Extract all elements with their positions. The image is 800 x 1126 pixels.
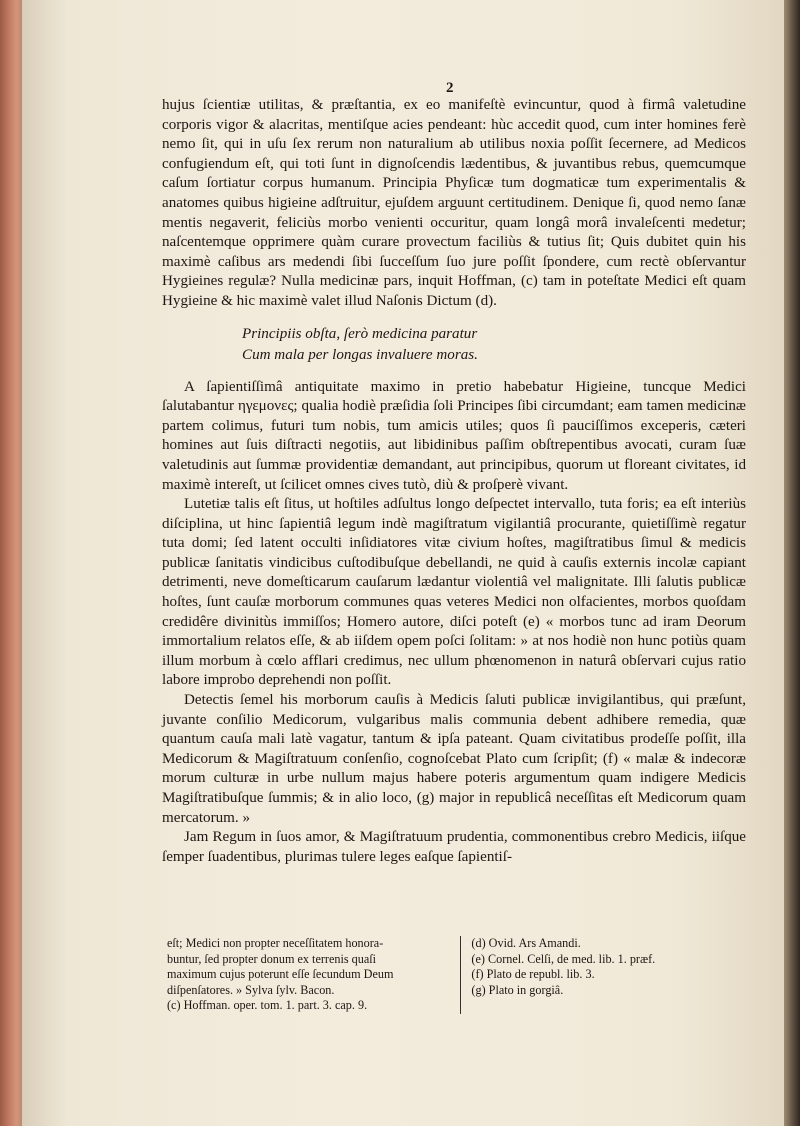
footnote-c: (c) Hoffman. oper. tom. 1. part. 3. cap. 9. — [167, 998, 368, 1013]
footnote-line: eſt; Medici non propter neceſſitatem honora- — [167, 936, 384, 950]
verse-quotation — [162, 324, 746, 366]
paragraph-3: Lutetiæ talis eſt ſitus, ut hoſtiles adſultus longo deſpectet intervallo, tuta foris; ea eſt interiùs diſciplina, ut hinc ſapientiâ legum indè magiſtratum vigilantiâ procurante, quietiſſimè regatur tuta domi; ſed latent occulti inſidiatores vitæ civium hoſtes, magiſtratibus ſimul & medicis publicæ ſanitatis vindicibus cuſtodibuſque debellandi, ne quid à cauſis externis incolæ capiant detrimenti, neve domeſticarum cauſarum lædantur violentiâ vel malignitate. Illi ſalutis publicæ hoſtes, ſunt cauſæ morborum communes quas veteres Medici non olfacientes, morbos quoſdam credidêre divinitùs immiſſos; Homero autore, diſci poteſt (e) « morbos tunc ad iram Deorum immortalium relatos eſſe, & ab iiſdem opem poſci ſolitam: » at nos hodiè non hunc potiùs quam illum morbum à cœlo afflari credimus, nec ullum phœnomenon in naturâ obſervari cujus ratio labore improbo deprehendi non poſſit. — [162, 496, 746, 689]
paragraph-1: hujus ſcientiæ utilitas, & præſtantia, ex eo manifeſtè evincuntur, quod à firmâ valetudine corporis vigor & alacritas, mentiſque acies pendeant: hùc accedit quod, cum inter homines ferè nemo ſit, qui in uſu ſex rerum non naturalium ab utilibus noxia poſſit ſecernere, ad Medicos confugiendum eſt, qui toti ſunt in dignoſcendis lædentibus, & juvantibus rebus, quemcumque caſum ſortiatur corpus humanum. Principia Phyſicæ tum dogmaticæ tum experimentalis & anatomes quibus higieine adſtruitur, ejuſdem arguunt certitudinem. Denique ſi, quod nemo ſanæ mentis negaverit, feliciùs morbo venienti occuritur, quam longâ morâ invaleſcenti medetur; naſcentemque opprimere quàm curare provectum faciliùs & tutius ſit; Quis dubitet quin his maximè caſibus ars medendi ſibi ſucceſſum ſuo jure poſſit ſpondere, cum rectè obſervantur Hygieines regulæ? Nulla medicinæ pars, inquit Hoffman, (c) tam in poteſtate Medici eſt quam Hygieine & hic maximè valet illud Naſonis Dictum (d). — [162, 97, 746, 309]
footnotes-right-column — [461, 936, 747, 1014]
main-text — [162, 96, 746, 867]
verse-line-2: Cum mala per longas invaluere moras. — [242, 346, 478, 363]
footnote-g: (g) Plato in gorgiâ. — [471, 982, 564, 997]
footnotes-left-column — [167, 936, 461, 1014]
paragraph-2: A ſapientiſſimâ antiquitate maximo in pretio habebatur Higieine, tuncque Medici ſalutabantur ηγεμονες; qualia hodiè præſidia ſoli Principes ſibi circumdant; eam tamen medicinæ partem colimus, futuri tum nobis, tum amicis utiles; quos ſi pauciſſimos exceperis, cæteri homines aut ſuis diſtracti negotiis, aut libidinibus paſſim obſtrepentibus avocati, curam ſuæ valetudinis aut ſummæ providentiæ demandant, aut principibus, quorum ut floreant civitates, id maximè intereſt, ut ſcilicet omnes cives tutò, diù & proſperè vivant. — [162, 378, 746, 493]
footnotes — [167, 936, 747, 1014]
paragraph-5: Jam Regum in ſuos amor, & Magiſtratuum prudentia, commonentibus crebro Medicis, iiſque ſemper ſuadentibus, plurimas tulere leges eaſque ſapientiſ- — [162, 829, 746, 865]
footnote-f: (f) Plato de republ. lib. 3. — [471, 967, 595, 982]
paragraph-4: Detectis ſemel his morborum cauſis à Medicis ſaluti publicæ invigilantibus, qui præſunt, juvante conſilio Medicorum, vulgaribus malis communia debent adhibere remedia, quæ quantum cauſa mali latè vagatur, tantum & ipſa pateant. Quam civitatibus prodeſſe poſſit, illa Medicorum & Magiſtratuum conſenſio, cognoſcebat Plato cum ſcripſit; (f) « malæ & indecoræ morum culturæ in urbe nullum majus habere poteris argumentum quam indigere Medicis Magiſtratibuſque ſummis; & in alio loco, (g) major in republicâ neceſſitas eſt Medicorum quam mercatorum. » — [162, 692, 746, 826]
book-binding-edge — [0, 0, 22, 1126]
book-right-edge — [784, 0, 800, 1126]
book-page — [22, 0, 784, 1126]
page-number: 2 — [446, 80, 454, 96]
footnote-line: buntur, ſed propter donum ex terrenis quaſi — [167, 951, 377, 966]
footnote-e: (e) Cornel. Celſi, de med. lib. 1. præf. — [471, 951, 656, 966]
footnote-line: diſpenſatores. » Sylva ſylv. Bacon. — [167, 982, 335, 997]
verse-line-1: Principiis obſta, ſerò medicina paratur — [242, 325, 478, 342]
footnote-d: (d) Ovid. Ars Amandi. — [471, 936, 581, 950]
footnote-line: maximum cujus poterunt eſſe ſecundum Deum — [167, 967, 394, 982]
